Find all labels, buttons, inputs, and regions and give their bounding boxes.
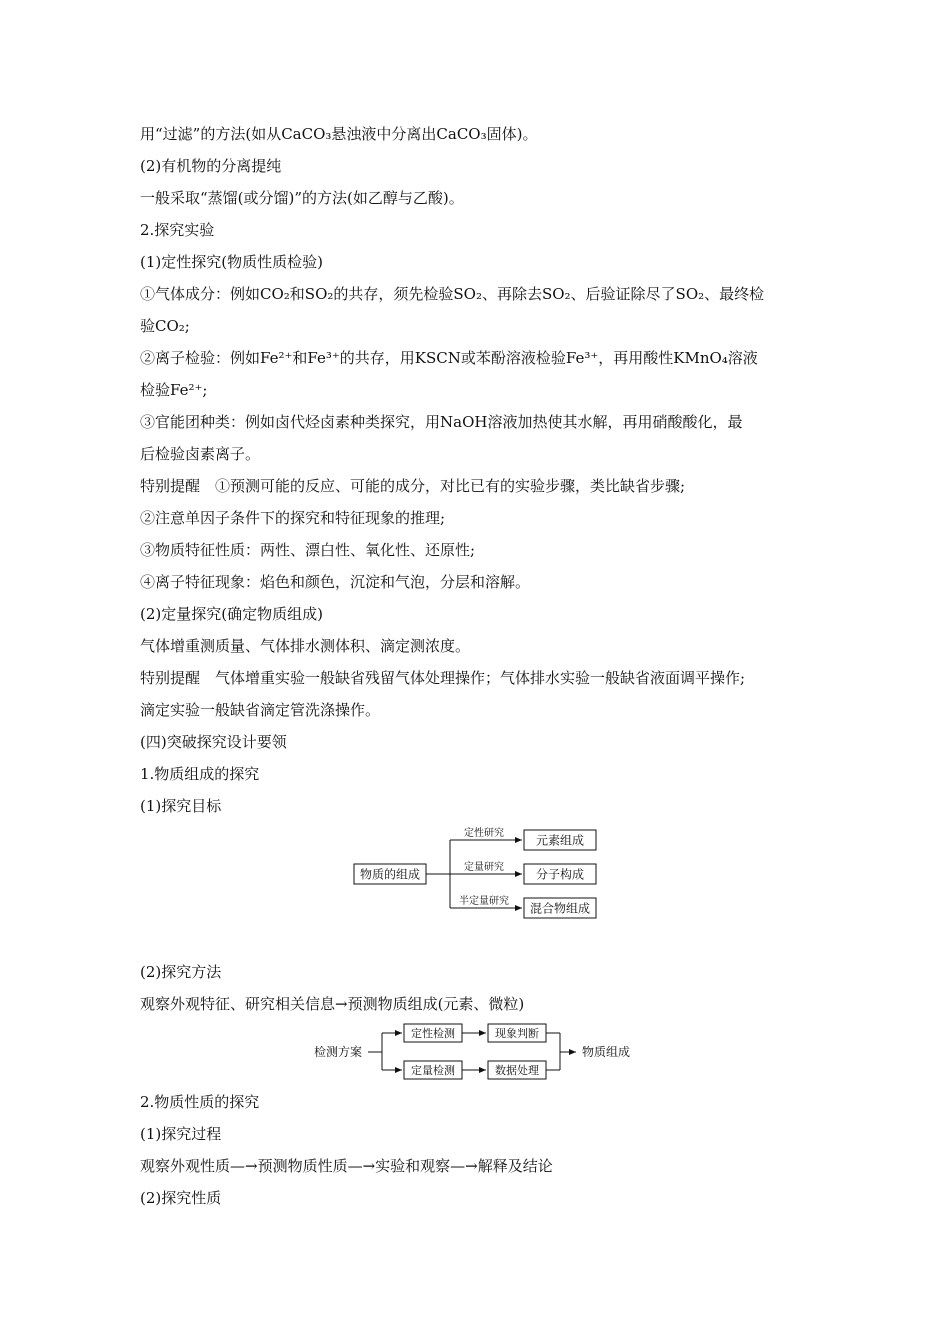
text-line: ③物质特征性质：两性、漂白性、氧化性、还原性;	[140, 541, 476, 559]
quantitative-label: 定量检测	[411, 1064, 455, 1077]
section-heading: 1.物质组成的探究	[140, 765, 260, 783]
text-line: 滴定实验一般缺省滴定管洗涤操作。	[140, 701, 381, 719]
composition-diagram	[350, 824, 610, 924]
section-heading: 2.物质性质的探究	[140, 1093, 260, 1111]
result-label: 物质组成	[581, 1045, 631, 1059]
section-heading: (2)定量探究(确定物质组成)	[140, 605, 323, 623]
root-label: 物质的组成	[359, 867, 421, 882]
section-heading: (1)探究目标	[140, 797, 222, 815]
text-line: 检验Fe²⁺;	[140, 381, 208, 399]
branch1-box-label: 元素组成	[535, 833, 585, 848]
detection-plan-diagram	[308, 1022, 638, 1082]
branch3-label: 半定量研究	[459, 896, 509, 907]
text-line: 验CO₂;	[140, 317, 190, 335]
tip-line: 特别提醒 气体增重实验一般缺省残留气体处理操作；气体排水实验一般缺省液面调平操作;	[140, 669, 746, 687]
tip-line: 特别提醒 ①预测可能的反应、可能的成分，对比已有的实验步骤，类比缺省步骤;	[140, 477, 686, 495]
section-heading: (1)探究过程	[140, 1125, 222, 1143]
text-line: ②离子检验：例如Fe²⁺和Fe³⁺的共存，用KSCN或苯酚溶液检验Fe³⁺，再用酸性KMnO₄溶液	[140, 349, 758, 367]
phenomenon-label: 现象判断	[495, 1027, 539, 1040]
data-label: 数据处理	[495, 1064, 539, 1077]
section-heading: (2)有机物的分离提纯	[140, 157, 282, 175]
section-heading: (1)定性探究(物质性质检验)	[140, 253, 323, 271]
section-heading: (2)探究方法	[140, 963, 222, 981]
text-line: ③官能团种类：例如卤代烃卤素种类探究，用NaOH溶液加热使其水解，再用硝酸酸化，最	[140, 413, 743, 431]
text-line: 一般采取“蒸馏(或分馏)”的方法(如乙醇与乙酸)。	[140, 189, 464, 207]
text-line: ④离子特征现象：焰色和颜色，沉淀和气泡，分层和溶解。	[140, 573, 531, 591]
section-heading: (四)突破探究设计要领	[140, 733, 287, 751]
text-line: 气体增重测质量、气体排水测体积、滴定测浓度。	[140, 637, 471, 655]
text-line: ②注意单因子条件下的探究和特征现象的推理;	[140, 509, 446, 527]
branch1-label: 定性研究	[464, 828, 504, 839]
text-line: ①气体成分：例如CO₂和SO₂的共存，须先检验SO₂、再除去SO₂、后验证除尽了SO₂、最终检	[140, 285, 765, 303]
text-line: 后检验卤素离子。	[140, 445, 261, 463]
section-heading: 2.探究实验	[140, 221, 215, 239]
text-line: 观察外观性质—→预测物质性质—→实验和观察—→解释及结论	[140, 1157, 553, 1175]
text-line: 用“过滤”的方法(如从CaCO₃悬浊液中分离出CaCO₃固体)。	[140, 125, 538, 143]
qualitative-label: 定性检测	[411, 1027, 455, 1040]
section-heading: (2)探究性质	[140, 1189, 222, 1207]
branch2-box-label: 分子构成	[535, 867, 585, 882]
branch3-box-label: 混合物组成	[529, 901, 591, 916]
branch2-label: 定量研究	[464, 862, 504, 873]
plan-label: 检测方案	[313, 1045, 363, 1059]
text-line: 观察外观特征、研究相关信息→预测物质组成(元素、微粒)	[140, 995, 525, 1013]
